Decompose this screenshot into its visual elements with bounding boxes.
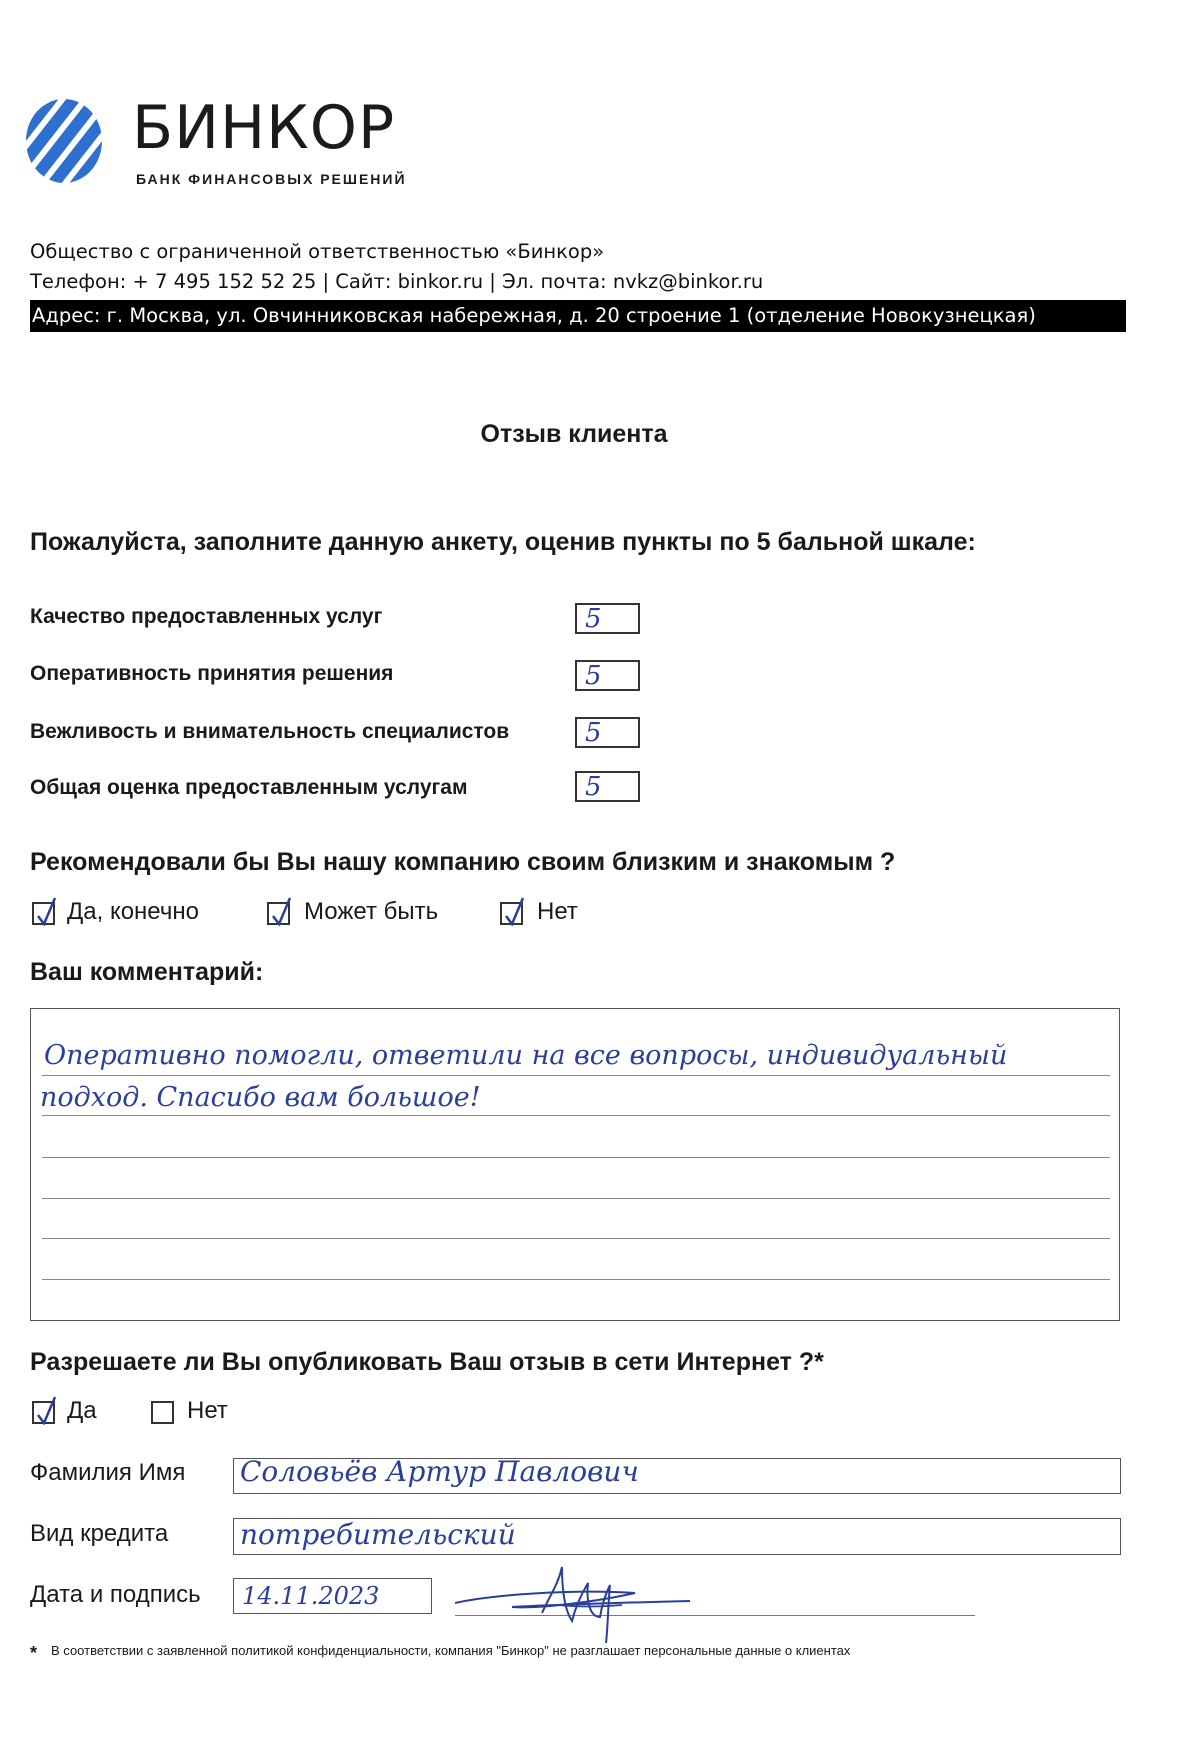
publish-no-label: Нет: [187, 1397, 228, 1424]
comment-text-line-2: подход. Спасибо вам большое!: [40, 1082, 481, 1113]
name-label: Фамилия Имя: [30, 1459, 186, 1486]
rating-label-overall: Общая оценка предоставленным услугам: [30, 776, 468, 799]
org-address-bar: Адрес: г. Москва, ул. Овчинниковская набережная, д. 20 строение 1 (отделение Новокузнецкая): [30, 300, 1126, 332]
recommend-heading: Рекомендовали бы Вы нашу компанию своим близким и знакомым ?: [30, 848, 896, 876]
publish-heading: Разрешаете ли Вы опубликовать Ваш отзыв в сети Интернет ?*: [30, 1348, 824, 1376]
comment-heading: Ваш комментарий:: [30, 958, 264, 986]
recommend-yes-label: Да, конечно: [67, 898, 199, 925]
footnote-text: В соответствии с заявленной политикой конфиденциальности, компания "Бинкор" не разглашает персональные данные о клиентах: [51, 1643, 851, 1658]
brand-tagline: БАНК ФИНАНСОВЫХ РЕШЕНИЙ: [136, 171, 407, 187]
recommend-no-label: Нет: [537, 898, 578, 925]
comment-line: [42, 1198, 1110, 1199]
rating-label-quality: Качество предоставленных услуг: [30, 605, 383, 628]
comment-line: [42, 1238, 1110, 1239]
publish-no-checkbox[interactable]: [151, 1401, 174, 1424]
name-value: Соловьёв Артур Павлович: [240, 1455, 639, 1488]
check-mark-icon: [35, 896, 61, 928]
comment-line: [42, 1157, 1110, 1158]
privacy-footnote: [30, 1643, 850, 1664]
form-title: Отзыв клиента: [480, 420, 668, 448]
publish-yes-label: Да: [67, 1397, 97, 1424]
comment-line: [42, 1115, 1110, 1116]
credit-label: Вид кредита: [30, 1520, 169, 1547]
org-contacts: Телефон: + 7 495 152 52 25 | Сайт: binkor.ru | Эл. почта: nvkz@binkor.ru: [30, 270, 764, 293]
rating-label-speed: Оперативность принятия решения: [30, 662, 394, 685]
comment-line: [42, 1279, 1110, 1280]
date-label: Дата и подпись: [30, 1581, 201, 1608]
rating-heading: Пожалуйста, заполните данную анкету, оценив пункты по 5 бальной шкале:: [30, 528, 976, 556]
brand-logo-icon: [24, 97, 104, 185]
rating-value-politeness[interactable]: 5: [575, 717, 640, 748]
recommend-maybe-label: Может быть: [304, 898, 439, 925]
signature-icon: [450, 1565, 695, 1645]
recommend-yes-checkbox[interactable]: [32, 902, 55, 925]
publish-yes-checkbox[interactable]: [32, 1401, 55, 1424]
check-mark-icon: [35, 1395, 61, 1427]
credit-value: потребительский: [240, 1518, 516, 1551]
rating-value-quality[interactable]: 5: [575, 603, 640, 634]
date-value: 14.11.2023: [242, 1582, 380, 1610]
rating-label-politeness: Вежливость и внимательность специалистов: [30, 720, 510, 743]
comment-text-line-1: Оперативно помогли, ответили на все вопросы, индивидуальный: [44, 1040, 1008, 1071]
rating-value-overall[interactable]: 5: [575, 771, 640, 802]
brand-name: БИНКОР: [132, 93, 396, 163]
recommend-no-checkbox[interactable]: [500, 902, 523, 925]
footnote-mark: *: [30, 1643, 38, 1663]
recommend-maybe-checkbox[interactable]: [267, 902, 290, 925]
org-name: Общество с ограниченной ответственностью «Бинкор»: [30, 240, 605, 263]
rating-value-speed[interactable]: 5: [575, 660, 640, 691]
check-mark-icon: [503, 896, 529, 928]
check-mark-icon: [270, 896, 296, 928]
comment-line: [42, 1075, 1110, 1076]
